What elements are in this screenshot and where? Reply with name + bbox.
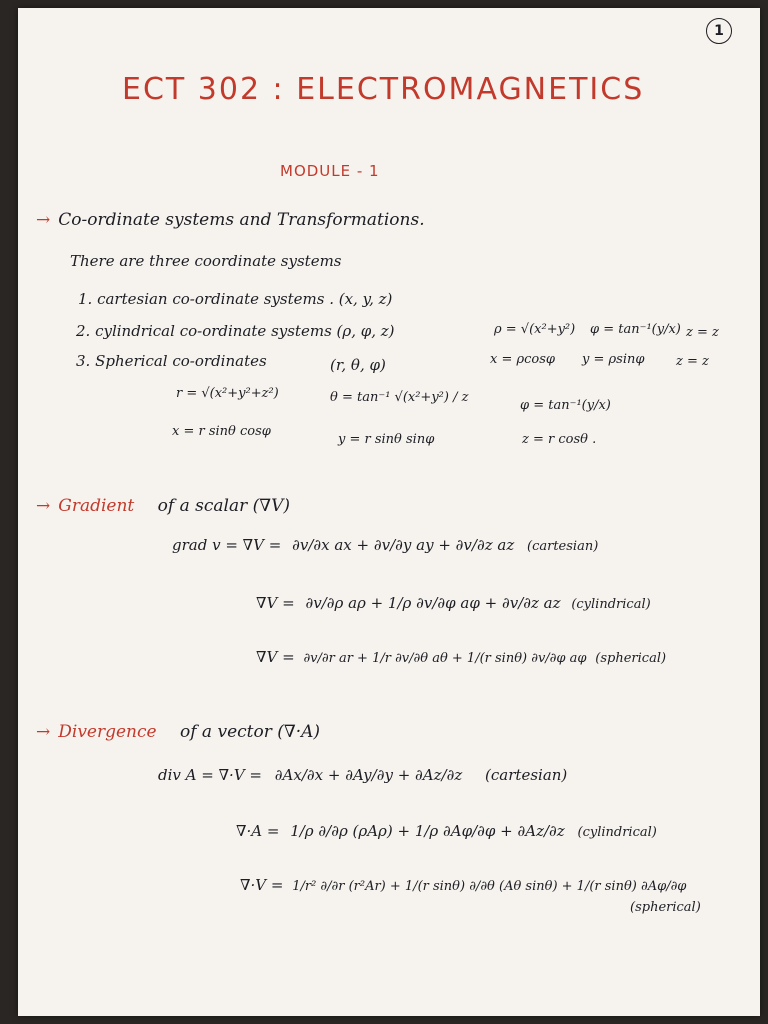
cyl-rho-eq: ρ = √(x²+y²) [494, 322, 576, 337]
gradient-heading-rest: of a scalar (∇V) [157, 496, 291, 516]
arrow-icon: → [36, 496, 51, 516]
gradient-heading [36, 496, 290, 516]
sph-z-eq: z = r cosθ . [522, 432, 597, 447]
divergence-lhs-1: div A = ∇·V = [158, 766, 262, 784]
divergence-spherical-row [240, 876, 686, 894]
gradient-lhs-3: ∇V = [256, 648, 295, 666]
sph-x-eq: x = r sinθ cosφ [172, 424, 271, 439]
coord-item-cylindrical: 2. cylindrical co-ordinate systems (ρ, φ, z) [76, 322, 395, 340]
coord-intro: There are three coordinate systems [70, 252, 342, 270]
gradient-lhs-1: grad v = ∇V = [172, 536, 282, 554]
sph-vars: (r, θ, φ) [330, 356, 386, 374]
gradient-cylindrical-row [256, 594, 651, 612]
cyl-x-eq: x = ρcosφ [490, 352, 556, 367]
sph-y-eq: y = r sinθ sinφ [338, 432, 435, 447]
gradient-spherical-label: (spherical) [595, 651, 667, 666]
cyl-phi-eq: φ = tan⁻¹(y/x) [590, 322, 681, 337]
gradient-heading-red: Gradient [58, 496, 135, 516]
gradient-lhs-2: ∇V = [256, 594, 295, 612]
sph-theta-eq: θ = tan⁻¹ √(x²+y²) / z [330, 390, 469, 405]
sph-r-eq: r = √(x²+y²+z²) [176, 386, 279, 401]
divergence-lhs-3: ∇·V = [240, 876, 284, 894]
divergence-cartesian-label: (cartesian) [485, 766, 568, 784]
coord-item-cartesian: 1. cartesian co-ordinate systems . (x, y, z) [78, 290, 393, 308]
cyl-z-eq: z = z [686, 325, 719, 340]
divergence-heading-red: Divergence [58, 722, 157, 742]
gradient-spherical-row [256, 648, 666, 666]
divergence-spherical-label: (spherical) [630, 900, 701, 915]
divergence-cartesian-expr: ∂Ax/∂x + ∂Ay/∂y + ∂Az/∂z [274, 766, 463, 784]
arrow-icon: → [36, 210, 51, 230]
arrow-icon: → [36, 722, 51, 742]
divergence-cartesian-row [158, 766, 567, 784]
module-heading: MODULE - 1 [280, 162, 380, 180]
divergence-cylindrical-row [236, 822, 657, 840]
cyl-z2-eq: z = z [676, 354, 709, 369]
cyl-y-eq: y = ρsinφ [582, 352, 645, 367]
gradient-cartesian-row [172, 536, 598, 554]
coord-item-spherical: 3. Spherical co-ordinates [76, 352, 267, 370]
sph-phi-eq: φ = tan⁻¹(y/x) [520, 398, 611, 413]
divergence-cylindrical-label: (cylindrical) [577, 825, 657, 840]
divergence-cylindrical-expr: 1/ρ ∂/∂ρ (ρAρ) + 1/ρ ∂Aφ/∂φ + ∂Az/∂z [290, 822, 565, 840]
divergence-spherical-expr: 1/r² ∂/∂r (r²Ar) + 1/(r sinθ) ∂/∂θ (Aθ sinθ) + 1/(r sinθ) ∂Aφ/∂φ [292, 879, 687, 894]
coord-heading-text: Co-ordinate systems and Transformations. [58, 210, 425, 230]
divergence-heading-rest: of a vector (∇·A) [180, 722, 321, 742]
gradient-cylindrical-label: (cylindrical) [571, 597, 651, 612]
gradient-cartesian-expr: ∂v/∂x ax + ∂v/∂y ay + ∂v/∂z az [292, 536, 515, 554]
page-title: ECT 302 : ELECTROMAGNETICS [122, 72, 645, 107]
gradient-spherical-expr: ∂v/∂r ar + 1/r ∂v/∂θ aθ + 1/(r sinθ) ∂v/∂φ aφ [303, 651, 587, 666]
divergence-lhs-2: ∇·A = [236, 822, 280, 840]
divergence-heading [36, 722, 320, 742]
coord-heading [36, 210, 425, 230]
gradient-cartesian-label: (cartesian) [527, 539, 599, 554]
page-number: 1 [706, 18, 732, 44]
gradient-cylindrical-expr: ∂v/∂ρ aρ + 1/ρ ∂v/∂φ aφ + ∂v/∂z az [305, 594, 561, 612]
